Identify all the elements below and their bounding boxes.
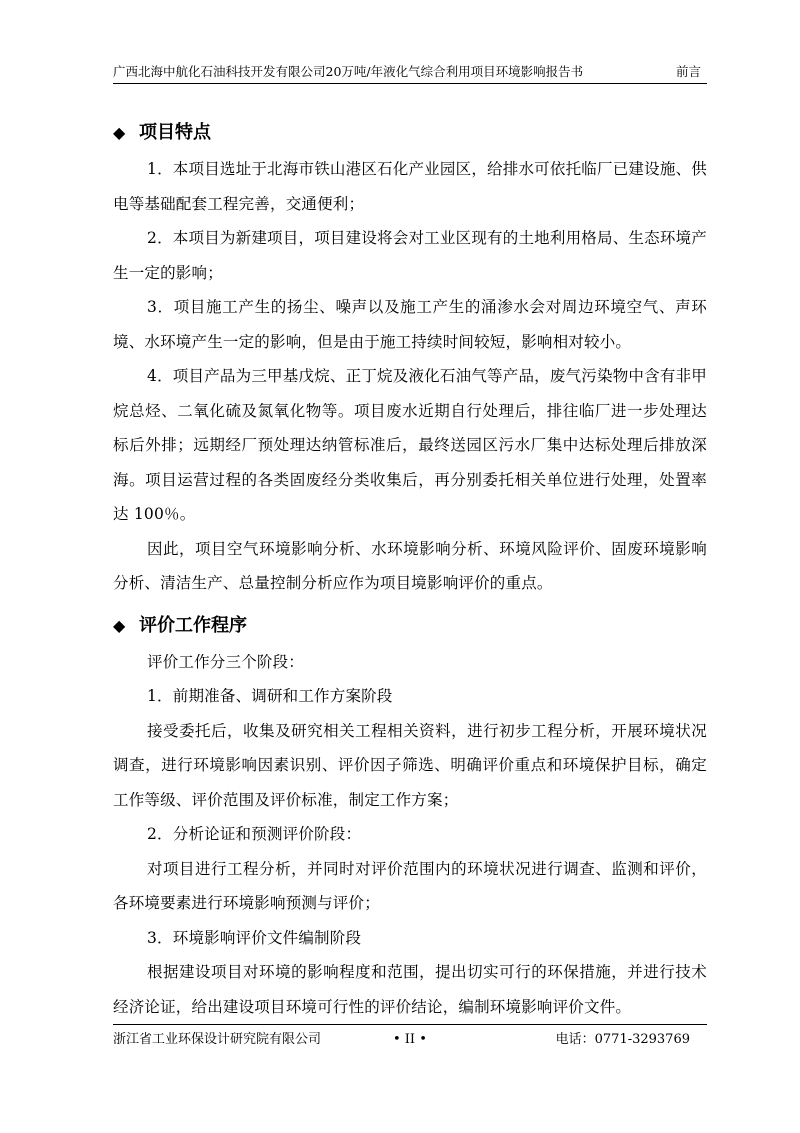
footer-org: 浙江省工业环保设计研究院有限公司 bbox=[113, 1032, 322, 1047]
section-evaluation-procedure bbox=[113, 645, 707, 1025]
paragraph: 4．项目产品为三甲基戊烷、正丁烷及液化石油气等产品，废气污染物中含有非甲烷总烃、二氧化硫及氮氧化物等。项目废水近期自行处理后，排往临厂进一步处理达标后外排；远期经厂预处理达纳管标准后，最终送园区污水厂集中达标处理后排放深海。项目运营过程的各类固废经分类收集后，再分别委托相关单位进行处理，处置率达 100％。 bbox=[113, 367, 707, 523]
section-title-evaluation-procedure bbox=[113, 607, 707, 645]
paragraph: 接受委托后，收集及研究相关工程相关资料，进行初步工程分析，开展环境状况调查，进行环境影响因素识别、评价因子筛选、明确评价重点和环境保护目标，确定工作等级、评价范围及评价标准，制定工作方案； bbox=[113, 721, 707, 809]
diamond-bullet-icon: ◆ bbox=[113, 615, 126, 635]
page-content bbox=[113, 114, 707, 1024]
paragraph: 对项目进行工程分析，并同时对评价范围内的环境状况进行调查、监测和评价，各环境要素进行环境影响预测与评价； bbox=[113, 859, 707, 912]
footer-rule bbox=[113, 1024, 707, 1025]
paragraph: 评价工作分三个阶段： bbox=[147, 652, 305, 671]
section-title-text: 项目特点 bbox=[139, 122, 211, 143]
page-footer bbox=[113, 1029, 707, 1051]
header-section: 前言 bbox=[675, 64, 701, 79]
paragraph: 1．前期准备、调研和工作方案阶段 bbox=[147, 687, 393, 705]
diamond-bullet-icon: ◆ bbox=[113, 123, 126, 142]
paragraph: 2．本项目为新建项目，项目建设将会对工业区现有的土地利用格局、生态环境产生一定的影响； bbox=[113, 229, 707, 282]
page-header bbox=[113, 62, 707, 82]
section-title-project-features bbox=[113, 114, 707, 152]
footer-phone: 电话：0771-3293769 bbox=[555, 1032, 690, 1047]
header-rule bbox=[113, 83, 707, 84]
paragraph: 2．分析论证和预测评价阶段： bbox=[147, 825, 362, 843]
paragraph: 1．本项目选址于北海市铁山港区石化产业园区，给排水可依托临厂已建设施、供电等基础配套工程完善，交通便利； bbox=[113, 160, 707, 213]
paragraph: 3．项目施工产生的扬尘、噪声以及施工产生的涌渗水会对周边环境空气、声环境、水环境产生一定的影响，但是由于施工持续时间较短，影响相对较小。 bbox=[113, 298, 707, 351]
paragraph: 3．环境影响评价文件编制阶段 bbox=[147, 928, 362, 947]
page-number: • II • bbox=[393, 1032, 427, 1047]
section-title-text: 评价工作程序 bbox=[139, 614, 247, 636]
section-project-features bbox=[113, 152, 707, 601]
paragraph: 因此，项目空气环境影响分析、水环境影响分析、环境风险评价、固废环境影响分析、清洁生产、总量控制分析应作为项目境影响评价的重点。 bbox=[113, 539, 707, 592]
paragraph: 根据建设项目对环境的影响程度和范围，提出切实可行的环保措施，并进行技术经济论证，给出建设项目环境可行性的评价结论，编制环境影响评价文件。 bbox=[113, 963, 707, 1016]
header-title: 广西北海中航化石油科技开发有限公司20万吨/年液化气综合利用项目环境影响报告书 bbox=[113, 64, 584, 79]
